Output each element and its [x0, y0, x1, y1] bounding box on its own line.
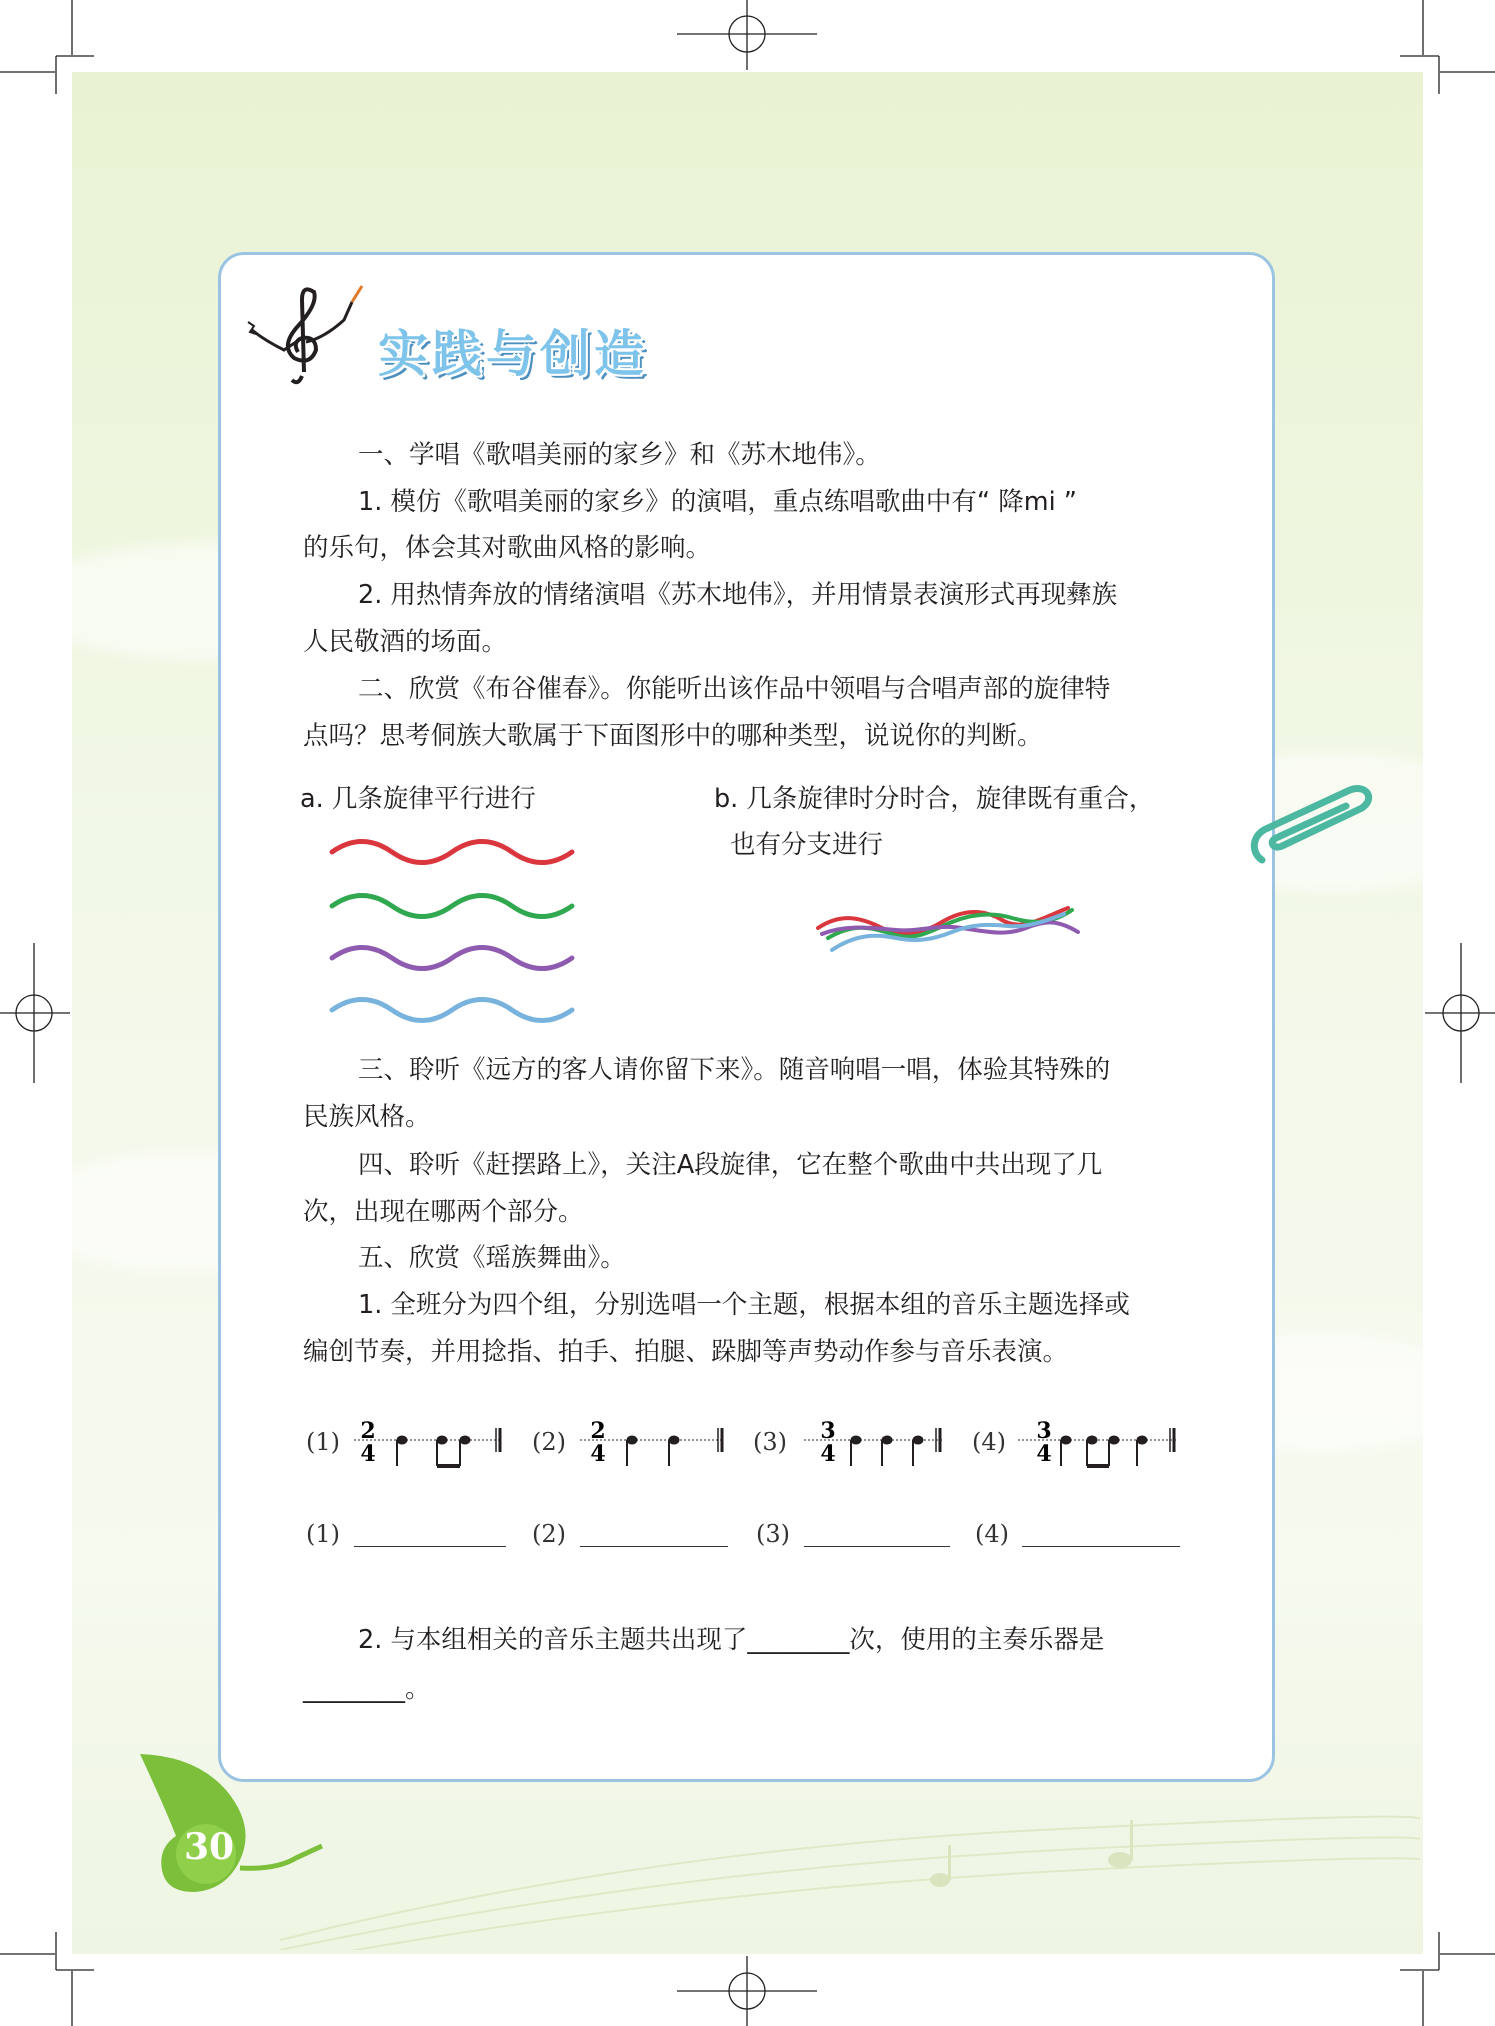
rhythm-label: (3)	[753, 1428, 787, 1456]
option-b-label-line2: 也有分支进行	[730, 830, 884, 860]
rhythm-pattern-4	[1014, 1418, 1184, 1488]
rhythm-label: (4)	[972, 1428, 1006, 1456]
meter-bottom: 4	[1036, 1441, 1052, 1467]
rhythm-pattern-1	[350, 1418, 510, 1488]
option-b-label-line1: b. 几条旋律时分时合，旋律既有重合，	[714, 784, 1155, 814]
task-4-line1: 四、聆听《赶摆路上》，关注A段旋律，它在整个歌曲中共出现了几	[358, 1150, 1103, 1180]
task-1-1-line2: 的乐句，体会其对歌曲风格的影响。	[303, 533, 712, 563]
answer-label-2: (2)	[532, 1520, 566, 1548]
answer-label-1: (1)	[306, 1520, 340, 1548]
task-5-heading: 五、欣赏《瑶族舞曲》。	[358, 1243, 626, 1273]
task-5-1-line2: 编创节奏，并用捻指、拍手、拍腿、跺脚等声势动作参与音乐表演。	[303, 1337, 1069, 1367]
rhythm-pattern-3	[800, 1418, 950, 1488]
rhythm-label: (2)	[532, 1428, 566, 1456]
section-title: 实践与创造	[378, 325, 648, 383]
option-a-label: a. 几条旋律平行进行	[300, 784, 536, 814]
paperclip-icon	[1246, 776, 1376, 876]
task-3-line1: 三、聆听《远方的客人请你留下来》。随音响唱一唱，体验其特殊的	[358, 1055, 1111, 1085]
meter-bottom: 4	[360, 1441, 376, 1467]
meter-top: 3	[820, 1418, 836, 1444]
meter-top: 2	[360, 1418, 376, 1444]
page-number: 30	[184, 1826, 235, 1868]
answer-blank-4[interactable]	[1022, 1546, 1180, 1547]
treble-clef-conductor-icon	[244, 280, 364, 390]
rhythm-pattern-2	[576, 1418, 736, 1488]
task-1-heading: 一、学唱《歌唱美丽的家乡》和《苏木地伟》。	[358, 440, 881, 470]
answer-blank-2[interactable]	[580, 1546, 728, 1547]
meter-bottom: 4	[590, 1441, 606, 1467]
answer-label-3: (3)	[756, 1520, 790, 1548]
music-staff-decoration	[240, 1790, 1420, 1950]
task-3-line2: 民族风格。	[303, 1102, 431, 1132]
task-5-2-line1: 2. 与本组相关的音乐主题共出现了________次，使用的主奏乐器是	[358, 1625, 1105, 1655]
task-2-line2: 点吗？思考侗族大歌属于下面图形中的哪种类型，说说你的判断。	[303, 721, 1043, 751]
answer-label-4: (4)	[975, 1520, 1009, 1548]
task-1-2-line2: 人民敬酒的场面。	[303, 627, 508, 657]
answer-blank-3[interactable]	[804, 1546, 950, 1547]
answer-blank-1[interactable]	[354, 1546, 506, 1547]
task-5-2-line2: ________。	[303, 1674, 431, 1704]
task-5-1-line1: 1. 全班分为四个组，分别选唱一个主题，根据本组的音乐主题选择或	[358, 1290, 1130, 1320]
meter-top: 3	[1036, 1418, 1052, 1444]
rhythm-label: (1)	[306, 1428, 340, 1456]
meter-bottom: 4	[820, 1441, 836, 1467]
task-4-line2: 次，出现在哪两个部分。	[303, 1197, 584, 1227]
converging-melodies-diagram	[812, 894, 1084, 966]
meter-top: 2	[590, 1418, 606, 1444]
task-2-line1: 二、欣赏《布谷催春》。你能听出该作品中领唱与合唱声部的旋律特	[358, 674, 1111, 704]
task-1-1-line1: 1. 模仿《歌唱美丽的家乡》的演唱，重点练唱歌曲中有“ 降mi ”	[358, 487, 1077, 517]
parallel-melodies-diagram	[326, 830, 582, 1030]
task-1-2-line1: 2. 用热情奔放的情绪演唱《苏木地伟》，并用情景表演形式再现彝族	[358, 580, 1118, 610]
french-horn-icon	[136, 1750, 326, 1900]
